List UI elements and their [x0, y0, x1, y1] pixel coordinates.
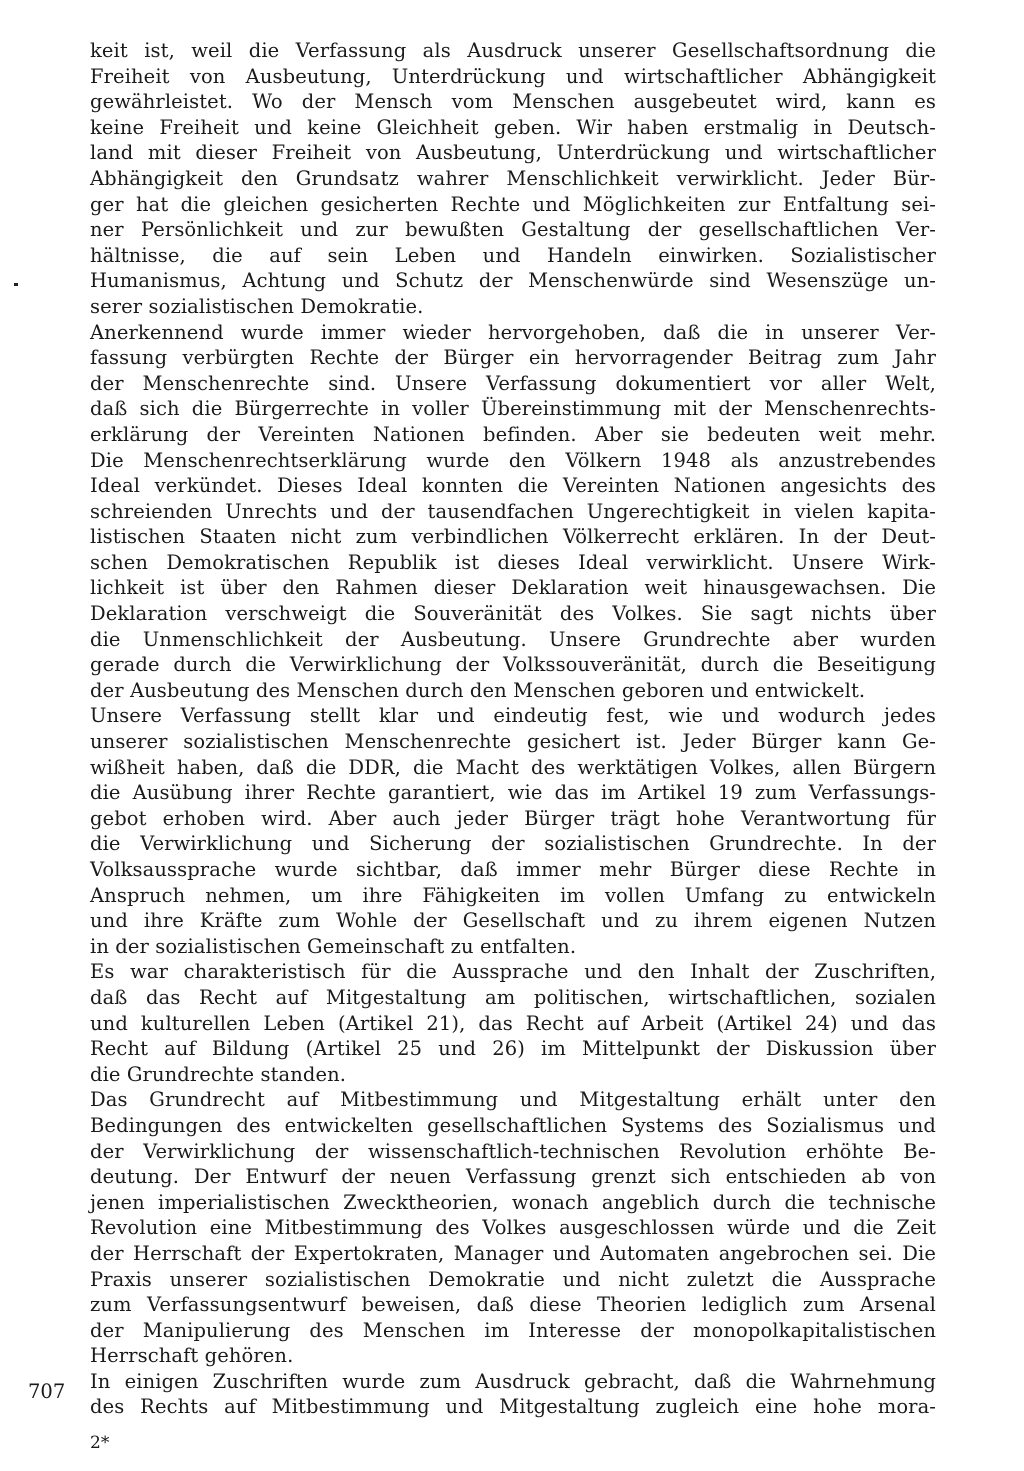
text-line: gerade durch die Verwirklichung der Volkssouveränität, durch die Beseitigung [90, 653, 936, 677]
text-line: daß das Recht auf Mitgestaltung am politischen, wirtschaftlichen, sozialen [90, 985, 936, 1009]
text-line: gewährleistet. Wo der Mensch vom Menschen ausgebeutet wird, kann es [90, 90, 936, 114]
text-line: Anerkennend wurde immer wieder hervorgehoben, daß die in unserer Ver- [90, 320, 936, 344]
text-line: Humanismus, Achtung und Schutz der Menschenwürde sind Wesenszüge un- [90, 269, 936, 293]
text-line: Freiheit von Ausbeutung, Unterdrückung und wirtschaftlicher Abhängigkeit [90, 64, 936, 88]
text-line: Recht auf Bildung (Artikel 25 und 26) im Mittelpunkt der Diskussion über [90, 1037, 936, 1061]
text-line: und kulturellen Leben (Artikel 21), das Recht auf Arbeit (Artikel 24) und das [90, 1011, 936, 1035]
text-line: fassung verbürgten Rechte der Bürger ein hervorragender Beitrag zum Jahr [90, 346, 936, 370]
text-line: der Verwirklichung der wissenschaftlich-technischen Revolution erhöhte Be- [90, 1139, 936, 1163]
margin-mark [14, 283, 18, 286]
text-line: gebot erhoben wird. Aber auch jeder Bürger trägt hohe Verantwortung für [90, 806, 936, 830]
signature-mark: 2* [90, 1433, 110, 1453]
text-line: Abhängigkeit den Grundsatz wahrer Menschlichkeit verwirklicht. Jeder Bür- [90, 166, 936, 190]
text-line: der Menschenrechte sind. Unsere Verfassung dokumentiert vor aller Welt, [90, 371, 936, 395]
text-line: Ideal verkündet. Dieses Ideal konnten die Vereinten Nationen angesichts des [90, 474, 936, 498]
text-line: die Unmenschlichkeit der Ausbeutung. Unsere Grundrechte aber wurden [90, 627, 936, 651]
text-line: schreienden Unrechts und der tausendfachen Ungerechtigkeit in vielen kapita- [90, 499, 936, 523]
text-line: Revolution eine Mitbestimmung des Volkes ausgeschlossen würde und die Zeit [90, 1216, 936, 1240]
text-line: Volksaussprache wurde sichtbar, daß immer mehr Bürger diese Rechte in [90, 858, 936, 881]
text-line: Anspruch nehmen, um ihre Fähigkeiten im vollen Umfang zu entwickeln [90, 883, 936, 907]
text-line: schen Demokratischen Republik ist dieses Ideal verwirklicht. Unsere Wirk- [90, 550, 936, 574]
text-line: jenen imperialistischen Zwecktheorien, wonach angeblich durch die technische [90, 1190, 936, 1214]
text-line: wißheit haben, daß die DDR, die Macht des werktätigen Volkes, allen Bürgern [90, 755, 936, 779]
text-line: keit ist, weil die Verfassung als Ausdruck unserer Gesellschaftsordnung die [90, 39, 936, 62]
text-line: land mit dieser Freiheit von Ausbeutung, Unterdrückung und wirtschaftlicher [90, 141, 936, 165]
text-line: daß sich die Bürgerrechte in voller Übereinstimmung mit der Menschenrechts- [90, 397, 936, 421]
text-line: die Grundrechte standen. [90, 1062, 347, 1086]
text-line: des Rechts auf Mitbestimmung und Mitgestaltung zugleich eine hohe mora- [90, 1395, 936, 1419]
text-line: und ihre Kräfte zum Wohle der Gesellschaft und zu ihrem eigenen Nutzen [90, 909, 936, 933]
text-line: Die Menschenrechtserklärung wurde den Völkern 1948 als anzustrebendes [90, 448, 936, 472]
text-line: Unsere Verfassung stellt klar und eindeutig fest, wie und wodurch jedes [90, 704, 936, 728]
text-line: Das Grundrecht auf Mitbestimmung und Mitgestaltung erhält unter den [90, 1088, 936, 1112]
text-line: ner Persönlichkeit und zur bewußten Gestaltung der gesellschaftlichen Ver- [90, 218, 936, 242]
text-line: Bedingungen des entwickelten gesellschaftlichen Systems des Sozialismus und [90, 1113, 936, 1137]
text-line: erklärung der Vereinten Nationen befinden. Aber sie bedeuten weit mehr. [90, 422, 936, 446]
text-line: Deklaration verschweigt die Souveränität des Volkes. Sie sagt nichts über [90, 602, 936, 626]
text-line: die Ausübung ihrer Rechte garantiert, wie das im Artikel 19 zum Verfassungs- [90, 781, 936, 805]
text-line: der Herrschaft der Expertokraten, Manager und Automaten angebrochen sei. Die [90, 1241, 936, 1265]
text-line: Es war charakteristisch für die Aussprache und den Inhalt der Zuschriften, [90, 960, 936, 984]
text-line: ger hat die gleichen gesicherten Rechte und Möglichkeiten zur Entfaltung sei- [90, 192, 936, 216]
text-line: Herrschaft gehören. [90, 1344, 294, 1368]
text-line: unserer sozialistischen Menschenrechte gesichert ist. Jeder Bürger kann Ge- [90, 730, 936, 754]
page-number: 707 [28, 1380, 66, 1403]
text-line: in der sozialistischen Gemeinschaft zu entfalten. [90, 934, 577, 958]
text-line: In einigen Zuschriften wurde zum Ausdruck gebracht, daß die Wahrnehmung [90, 1369, 936, 1393]
text-line: hältnisse, die auf sein Leben und Handeln einwirken. Sozialistischer [90, 243, 936, 267]
body-text [90, 38, 936, 1420]
text-line: keine Freiheit und keine Gleichheit geben. Wir haben erstmalig in Deutsch- [90, 115, 936, 139]
text-line: serer sozialistischen Demokratie. [90, 294, 424, 318]
text-line: die Verwirklichung und Sicherung der sozialistischen Grundrechte. In der [90, 832, 936, 856]
text-line: der Manipulierung des Menschen im Interesse der monopolkapitalistischen [90, 1318, 936, 1342]
text-line: lichkeit ist über den Rahmen dieser Deklaration weit hinausgewachsen. Die [90, 576, 936, 600]
text-line: deutung. Der Entwurf der neuen Verfassung grenzt sich entschieden ab von [90, 1165, 936, 1189]
text-line: zum Verfassungsentwurf beweisen, daß diese Theorien lediglich zum Arsenal [90, 1293, 936, 1317]
text-line: der Ausbeutung des Menschen durch den Menschen geboren und entwickelt. [90, 678, 866, 702]
text-line: Praxis unserer sozialistischen Demokratie und nicht zuletzt die Aussprache [90, 1267, 936, 1291]
text-line: listischen Staaten nicht zum verbindlichen Völkerrecht erklären. In der Deut- [90, 525, 936, 549]
